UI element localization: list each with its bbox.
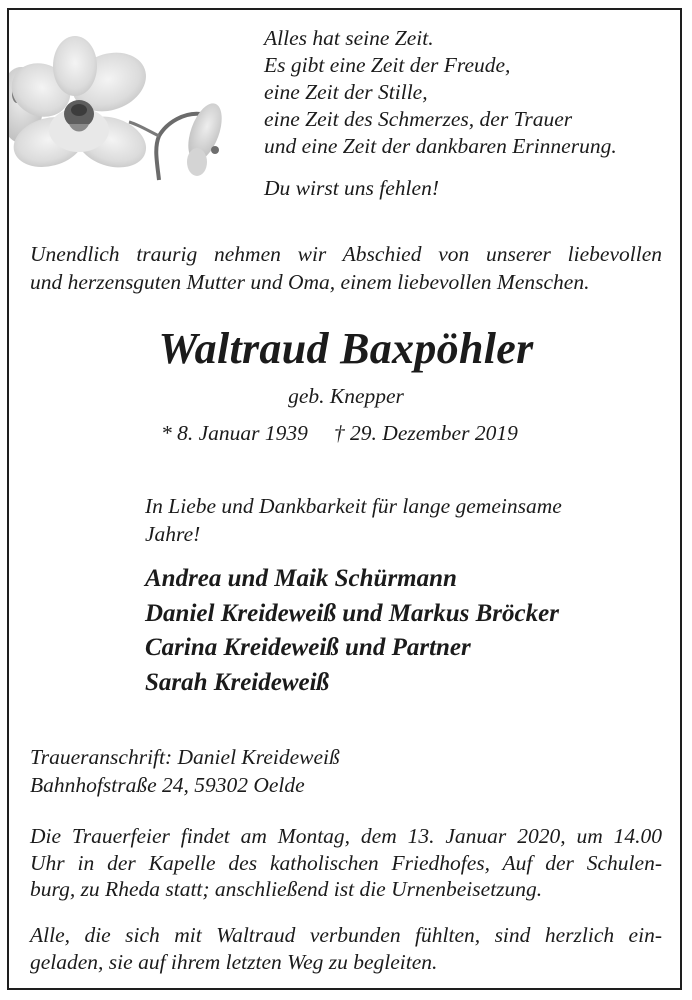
mourning-address xyxy=(30,743,340,799)
maiden-name: geb. Knepper xyxy=(288,384,404,408)
signer: Andrea und Maik Schürmann xyxy=(145,565,457,592)
signer: Sarah Kreideweiß xyxy=(145,668,330,696)
intro-line-2: und herzensguten Mutter und Oma, einem liebevollen Menschen. xyxy=(30,270,590,294)
ceremony-line: Uhr in der Kapelle des katholischen Friedhofes, Auf der Schulen- xyxy=(30,850,662,875)
signer: Daniel Kreideweiß und Markus Bröcker xyxy=(145,599,559,627)
thanks-line: Jahre! xyxy=(145,522,201,546)
death-date: † 29. Dezember 2019 xyxy=(333,421,518,445)
address-line: Traueranschrift: Daniel Kreideweiß xyxy=(30,745,340,769)
thanks-text xyxy=(145,492,562,548)
invitation-line: geladen, sie auf ihrem letzten Weg zu begleiten. xyxy=(30,949,438,974)
poem xyxy=(264,25,617,160)
intro-line-1: Unendlich traurig nehmen wir Abschied von unserer liebevollen xyxy=(30,242,662,266)
orchid-flower-image xyxy=(9,30,234,200)
poem-line: eine Zeit des Schmerzes, der Trauer xyxy=(264,107,573,131)
invitation-notice xyxy=(30,922,662,975)
life-dates xyxy=(161,421,518,446)
poem-line: Es gibt eine Zeit der Freude, xyxy=(264,53,511,77)
deceased-name: Waltraud Baxpöhler xyxy=(158,324,534,373)
ceremony-notice xyxy=(30,823,662,903)
birth-date: * 8. Januar 1939 xyxy=(161,421,308,445)
poem-line: und eine Zeit der dankbaren Erinnerung. xyxy=(264,134,617,158)
address-line: Bahnhofstraße 24, 59302 Oelde xyxy=(30,773,305,797)
poem-closing: Du wirst uns fehlen! xyxy=(264,176,439,200)
poem-line: Alles hat seine Zeit. xyxy=(264,26,434,50)
ceremony-line: Die Trauerfeier findet am Montag, dem 13. Januar 2020, um 14.00 xyxy=(30,824,662,848)
poem-line: eine Zeit der Stille, xyxy=(264,80,428,104)
signers-list xyxy=(145,562,559,700)
thanks-line: In Liebe und Dankbarkeit für lange gemeinsame xyxy=(145,494,562,518)
ceremony-line: burg, zu Rheda statt; anschließend ist die Urnenbeisetzung. xyxy=(30,877,543,901)
invitation-line: Alle, die sich mit Waltraud verbunden fühlten, sind herzlich ein- xyxy=(30,923,662,947)
signer: Carina Kreideweiß und Partner xyxy=(145,634,471,661)
